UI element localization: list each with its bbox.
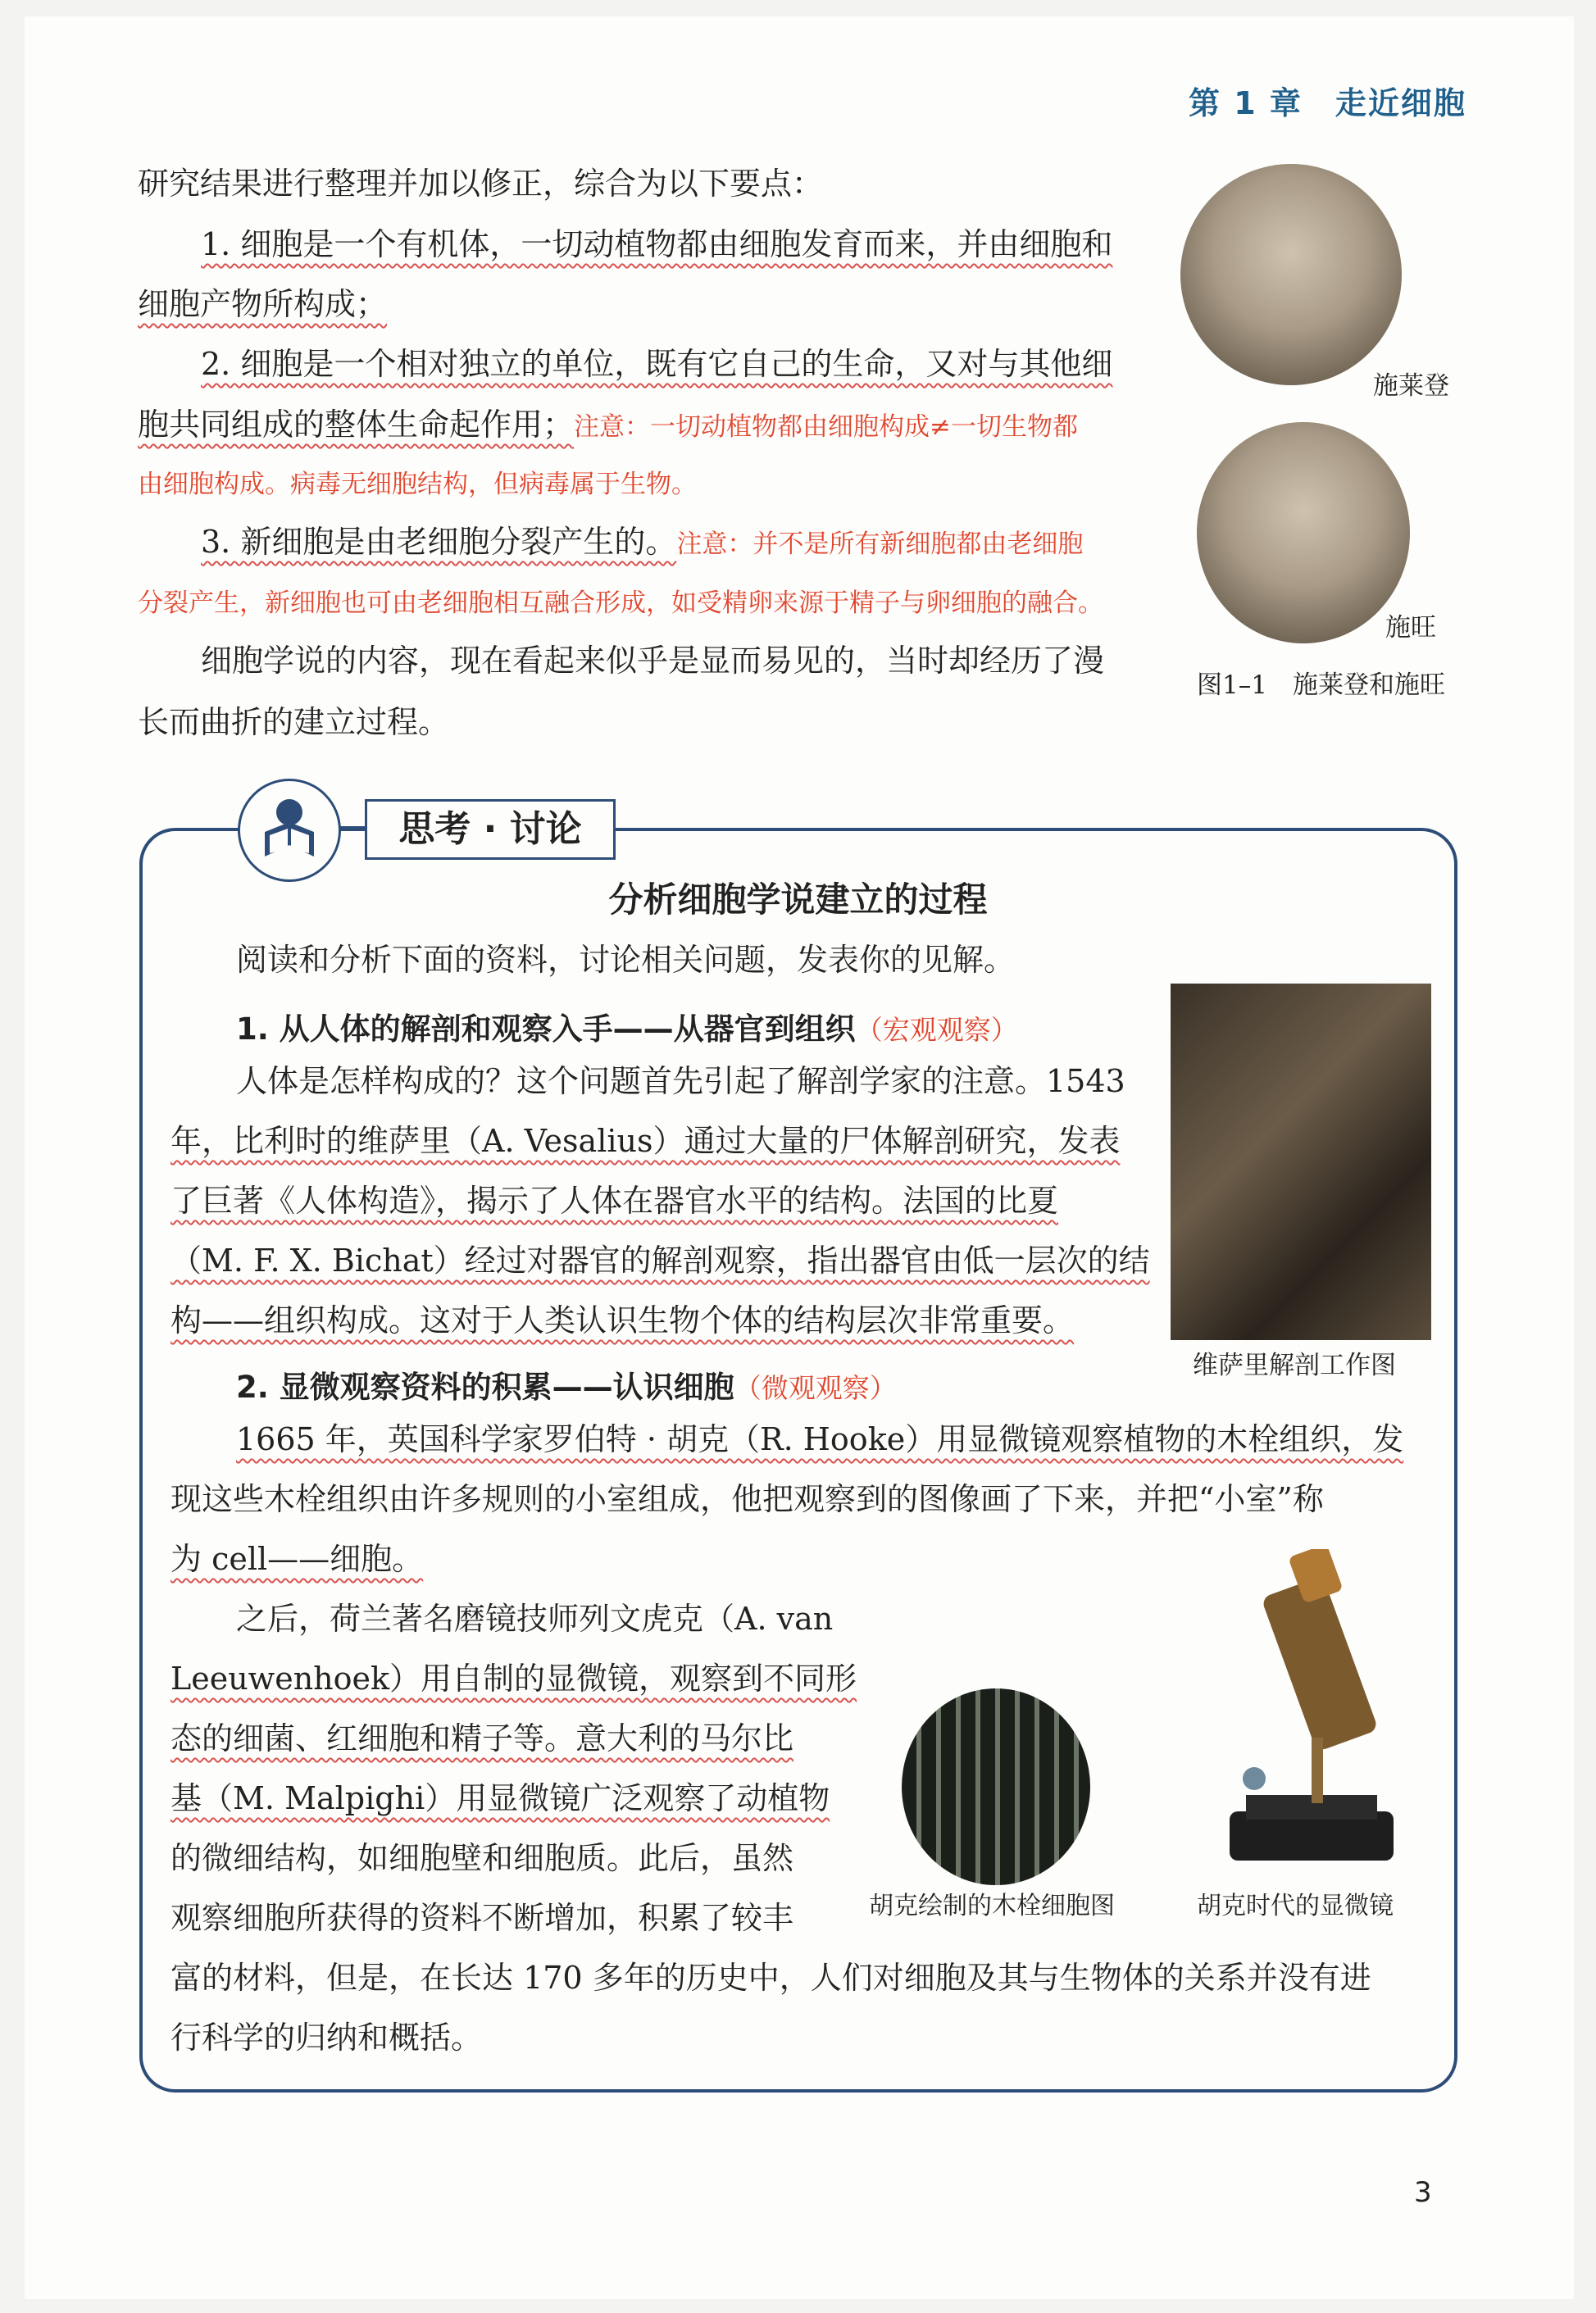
s1-line-3: 了巨著《人体构造》，揭示了人体在器官水平的结构。法国的比夏 (171, 1183, 1059, 1219)
s2-line-3: 为 cell——细胞。 (171, 1541, 424, 1577)
s2-p2-line-7: 富的材料，但是，在长达 170 多年的历史中，人们对细胞及其与生物体的关系并没有进 (171, 1960, 1371, 1996)
microscope-image (1197, 1549, 1426, 1877)
s2-p2-line-6: 观察细胞所获得的资料不断增加，积累了较丰 (171, 1900, 794, 1936)
point-3-line-2 (138, 571, 1103, 634)
section-2-paren: （微观观察） (734, 1372, 897, 1404)
point-2-line-2: 胞共同组成的整体生命起作用；注意：一切动植物都由细胞构成≠一切生物都 (138, 407, 1078, 443)
point-2-line-1: 2. 细胞是一个相对独立的单位，既有它自己的生命，又对与其他细 (201, 346, 1113, 382)
box-title: 分析细胞学说建立的过程 (608, 879, 988, 920)
point-1-line-2: 细胞产物所构成； (138, 286, 388, 322)
vesalius-caption: 维萨里解剖工作图 (1193, 1351, 1396, 1380)
s1-line-2: 年，比利时的维萨里（A. Vesalius）通过大量的尸体解剖研究，发表 (171, 1123, 1121, 1159)
box-intro: 阅读和分析下面的资料，讨论相关问题，发表你的见解。 (236, 942, 1016, 978)
note-2a: 注意：并不是所有新细胞都由老细胞 (676, 529, 1084, 559)
note-1b: 由细胞构成。病毒无细胞结构，但病毒属于生物。 (138, 470, 697, 499)
s2-p2-line-4: 基（M. Malpighi）用显微镜广泛观察了动植物 (171, 1780, 830, 1816)
figure-1-1-caption: 图1–1 施莱登和施旺 (1197, 670, 1445, 700)
summary-line-2: 长而曲折的建立过程。 (138, 704, 450, 740)
cork-caption: 胡克绘制的木栓细胞图 (869, 1892, 1115, 1920)
point-1-line-1: 1. 细胞是一个有机体，一切动植物都由细胞发育而来，并由细胞和 (201, 226, 1113, 262)
s2-p2-line-5: 的微细结构，如细胞壁和细胞质。此后，虽然 (171, 1840, 794, 1876)
schleiden-portrait (1180, 164, 1402, 385)
intro-line: 研究结果进行整理并加以修正，综合为以下要点： (138, 166, 824, 202)
s2-p2-line-2: Leeuwenhoek）用自制的显微镜，观察到不同形 (171, 1661, 857, 1697)
s2-line-2: 现这些木栓组织由许多规则的小室组成，他把观察到的图像画了下来，并把“小室”称 (171, 1481, 1324, 1517)
section-1-title: 1. 从人体的解剖和观察入手——从器官到组织（宏观观察） (236, 1011, 1018, 1047)
note-1a: 注意：一切动植物都由细胞构成≠一切生物都 (574, 412, 1078, 442)
s1-line-4: （M. F. X. Bichat）经过对器官的解剖观察，指出器官由低一层次的结 (171, 1243, 1150, 1279)
reader-icon (238, 779, 341, 882)
s1-line-5: 构——组织构成。这对于人类认识生物个体的结构层次非常重要。 (171, 1302, 1075, 1338)
vesalius-image (1171, 984, 1431, 1340)
summary-line-1: 细胞学说的内容，现在看起来似乎是显而易见的，当时却经历了漫 (201, 643, 1105, 679)
point-3-line-1: 3. 新细胞是由老细胞分裂产生的。注意：并不是所有新细胞都由老细胞 (201, 524, 1084, 560)
cork-cells-image (902, 1688, 1090, 1885)
note-2b: 分裂产生，新细胞也可由老细胞相互融合形成，如受精卵来源于精子与卵细胞的融合。 (138, 588, 1103, 618)
page-number: 3 (1414, 2176, 1432, 2209)
chapter-header: 第 1 章 走近细胞 (1189, 85, 1466, 121)
s2-line-1: 1665 年，英国科学家罗伯特 · 胡克（R. Hooke）用显微镜观察植物的木栓组织，发 (236, 1421, 1404, 1457)
s2-p2-line-3: 态的细菌、红细胞和精子等。意大利的马尔比 (171, 1720, 794, 1756)
s1-line-1: 人体是怎样构成的？这个问题首先引起了解剖学家的注意。1543 (236, 1063, 1125, 1099)
section-2-title: 2. 显微观察资料的积累——认识细胞（微观观察） (236, 1370, 897, 1405)
section-1-paren: （宏观观察） (855, 1014, 1018, 1046)
discussion-tab: 思考 · 讨论 (365, 799, 616, 860)
s2-p2-line-1: 之后，荷兰著名磨镜技师列文虎克（A. van (236, 1601, 834, 1637)
point-2-line-3 (138, 452, 697, 515)
schwann-name: 施旺 (1385, 613, 1436, 643)
s2-p2-line-8: 行科学的归纳和概括。 (171, 2020, 483, 2056)
schwann-portrait (1197, 422, 1410, 643)
microscope-caption: 胡克时代的显微镜 (1197, 1892, 1394, 1920)
schleiden-name: 施莱登 (1373, 371, 1449, 401)
